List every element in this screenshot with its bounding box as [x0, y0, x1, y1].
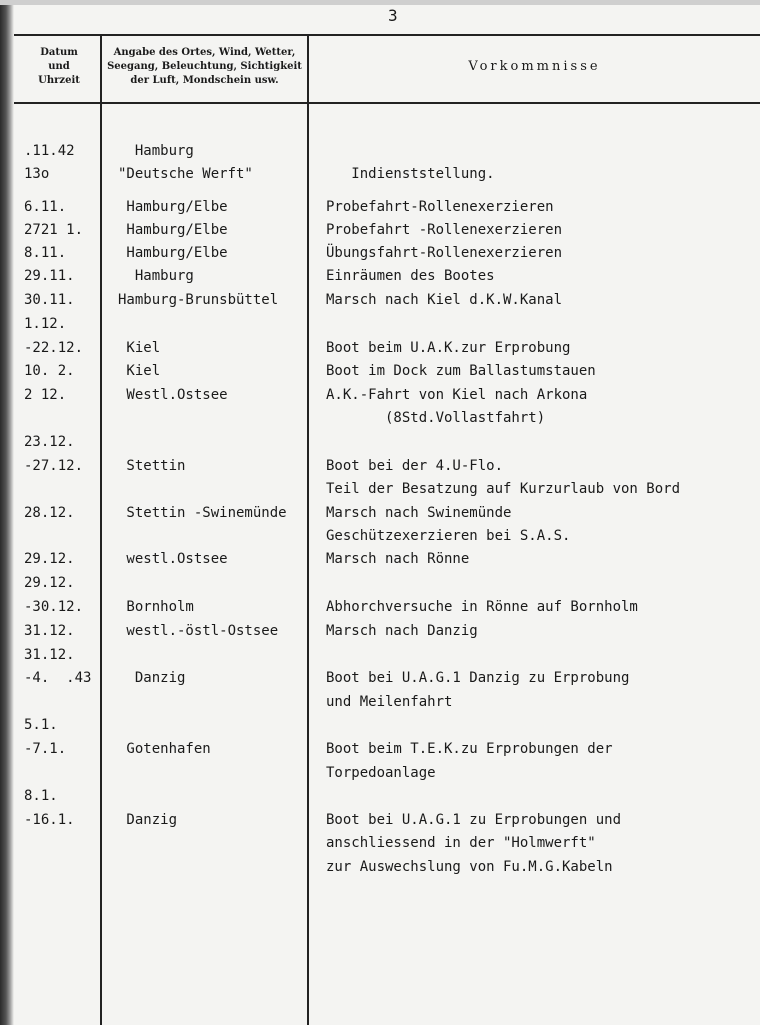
- row-event: Probefahrt-Rollenexerzieren: [326, 199, 554, 215]
- row-event: Boot beim U.A.K.zur Erprobung: [326, 340, 571, 356]
- table-row: [0, 717, 760, 739]
- table-row: [0, 199, 760, 221]
- row-date: 2 12.: [24, 387, 67, 403]
- row-place: Danzig: [118, 670, 186, 686]
- row-date: 8.1.: [24, 788, 58, 804]
- row-event: Boot bei der 4.U-Flo.: [326, 458, 504, 474]
- row-event: Boot bei U.A.G.1 Danzig zu Erprobung: [326, 670, 630, 686]
- row-date: -27.12.: [24, 458, 84, 474]
- table-row: [0, 387, 760, 409]
- row-place: Kiel: [118, 363, 161, 379]
- page-number: 3: [388, 6, 398, 25]
- table-row: [0, 599, 760, 621]
- row-event: Teil der Besatzung auf Kurzurlaub von Bord: [326, 481, 681, 497]
- row-place: Danzig: [118, 812, 178, 828]
- table-row: [0, 434, 760, 456]
- header-bottom-rule: [14, 102, 760, 104]
- table-row: [0, 765, 760, 787]
- table-row: [0, 268, 760, 290]
- table-row: [0, 647, 760, 669]
- row-date: 29.12.: [24, 575, 75, 591]
- row-date: 8.11.: [24, 245, 67, 261]
- table-row: [0, 481, 760, 503]
- table-top-rule: [14, 34, 760, 36]
- row-event: Marsch nach Swinemünde: [326, 505, 512, 521]
- table-row: [0, 245, 760, 267]
- table-row: [0, 788, 760, 810]
- row-date: 28.12.: [24, 505, 75, 521]
- row-event: Indienststellung.: [326, 166, 495, 182]
- table-row: [0, 575, 760, 597]
- row-date: 29.11.: [24, 268, 75, 284]
- row-place: Stettin: [118, 458, 186, 474]
- table-row: [0, 623, 760, 645]
- row-place: westl.Ostsee: [118, 551, 228, 567]
- table-row: [0, 551, 760, 573]
- row-date: 6.11.: [24, 199, 67, 215]
- row-place: Hamburg: [118, 268, 194, 284]
- row-date: 23.12.: [24, 434, 75, 450]
- row-event: Marsch nach Rönne: [326, 551, 470, 567]
- row-event: (8Std.Vollastfahrt): [326, 410, 546, 426]
- row-date: 1.12.: [24, 316, 67, 332]
- table-row: [0, 222, 760, 244]
- header-events: Vorkommnisse: [468, 59, 601, 74]
- row-date: 13o: [24, 166, 50, 182]
- row-place: Hamburg/Elbe: [118, 245, 228, 261]
- row-event: Boot beim T.E.K.zu Erprobungen der: [326, 741, 613, 757]
- row-event: A.K.-Fahrt von Kiel nach Arkona: [326, 387, 588, 403]
- table-row: [0, 859, 760, 881]
- table-row: [0, 835, 760, 857]
- row-date: 31.12.: [24, 623, 75, 639]
- row-place: Kiel: [118, 340, 161, 356]
- row-date: 30.11.: [24, 292, 75, 308]
- table-row: [0, 812, 760, 834]
- row-date: 5.1.: [24, 717, 58, 733]
- row-date: -22.12.: [24, 340, 84, 356]
- row-event: Geschützexerzieren bei S.A.S.: [326, 528, 571, 544]
- row-event: anschliessend in der "Holmwerft": [326, 835, 596, 851]
- table-row: [0, 340, 760, 362]
- table-row: [0, 505, 760, 527]
- row-date: 29.12.: [24, 551, 75, 567]
- row-place: westl.-östl-Ostsee: [118, 623, 279, 639]
- row-event: Übungsfahrt-Rollenexerzieren: [326, 245, 563, 261]
- row-event: Torpedoanlage: [326, 765, 436, 781]
- row-place: Stettin -Swinemünde: [118, 505, 287, 521]
- row-event: Einräumen des Bootes: [326, 268, 495, 284]
- row-date: 2721 1.: [24, 222, 84, 238]
- row-event: Marsch nach Kiel d.K.W.Kanal: [326, 292, 563, 308]
- table-row: [0, 741, 760, 763]
- row-event: zur Auswechslung von Fu.M.G.Kabeln: [326, 859, 613, 875]
- row-event: Probefahrt -Rollenexerzieren: [326, 222, 563, 238]
- header-date: Datum und Uhrzeit: [38, 47, 80, 86]
- row-event: Boot bei U.A.G.1 zu Erprobungen und: [326, 812, 622, 828]
- table-row: [0, 410, 760, 432]
- row-date: -4. .43: [24, 670, 92, 686]
- row-date: -16.1.: [24, 812, 75, 828]
- scan-top-edge: [0, 0, 760, 5]
- header-place: Angabe des Ortes, Wind, Wetter, Seegang, Beleuchtung, Sichtigkeit der Luft, Mondschein usw.: [107, 47, 302, 86]
- row-place: "Deutsche Werft": [118, 166, 253, 182]
- table-row: [0, 694, 760, 716]
- row-date: -30.12.: [24, 599, 84, 615]
- table-row: [0, 143, 760, 165]
- row-date: 10. 2.: [24, 363, 75, 379]
- row-date: -7.1.: [24, 741, 67, 757]
- table-row: [0, 166, 760, 188]
- row-event: Marsch nach Danzig: [326, 623, 478, 639]
- row-date: .11.42: [24, 143, 75, 159]
- row-place: Gotenhafen: [118, 741, 211, 757]
- row-place: Westl.Ostsee: [118, 387, 228, 403]
- row-event: und Meilenfahrt: [326, 694, 453, 710]
- row-place: Hamburg/Elbe: [118, 199, 228, 215]
- table-row: [0, 292, 760, 314]
- row-date: 31.12.: [24, 647, 75, 663]
- table-row: [0, 670, 760, 692]
- row-place: Hamburg/Elbe: [118, 222, 228, 238]
- row-event: Boot im Dock zum Ballastumstauen: [326, 363, 596, 379]
- row-event: Abhorchversuche in Rönne auf Bornholm: [326, 599, 638, 615]
- table-row: [0, 458, 760, 480]
- row-place: Hamburg-Brunsbüttel: [118, 292, 279, 308]
- table-row: [0, 316, 760, 338]
- row-place: Hamburg: [118, 143, 194, 159]
- table-row: [0, 528, 760, 550]
- row-place: Bornholm: [118, 599, 194, 615]
- table-row: [0, 363, 760, 385]
